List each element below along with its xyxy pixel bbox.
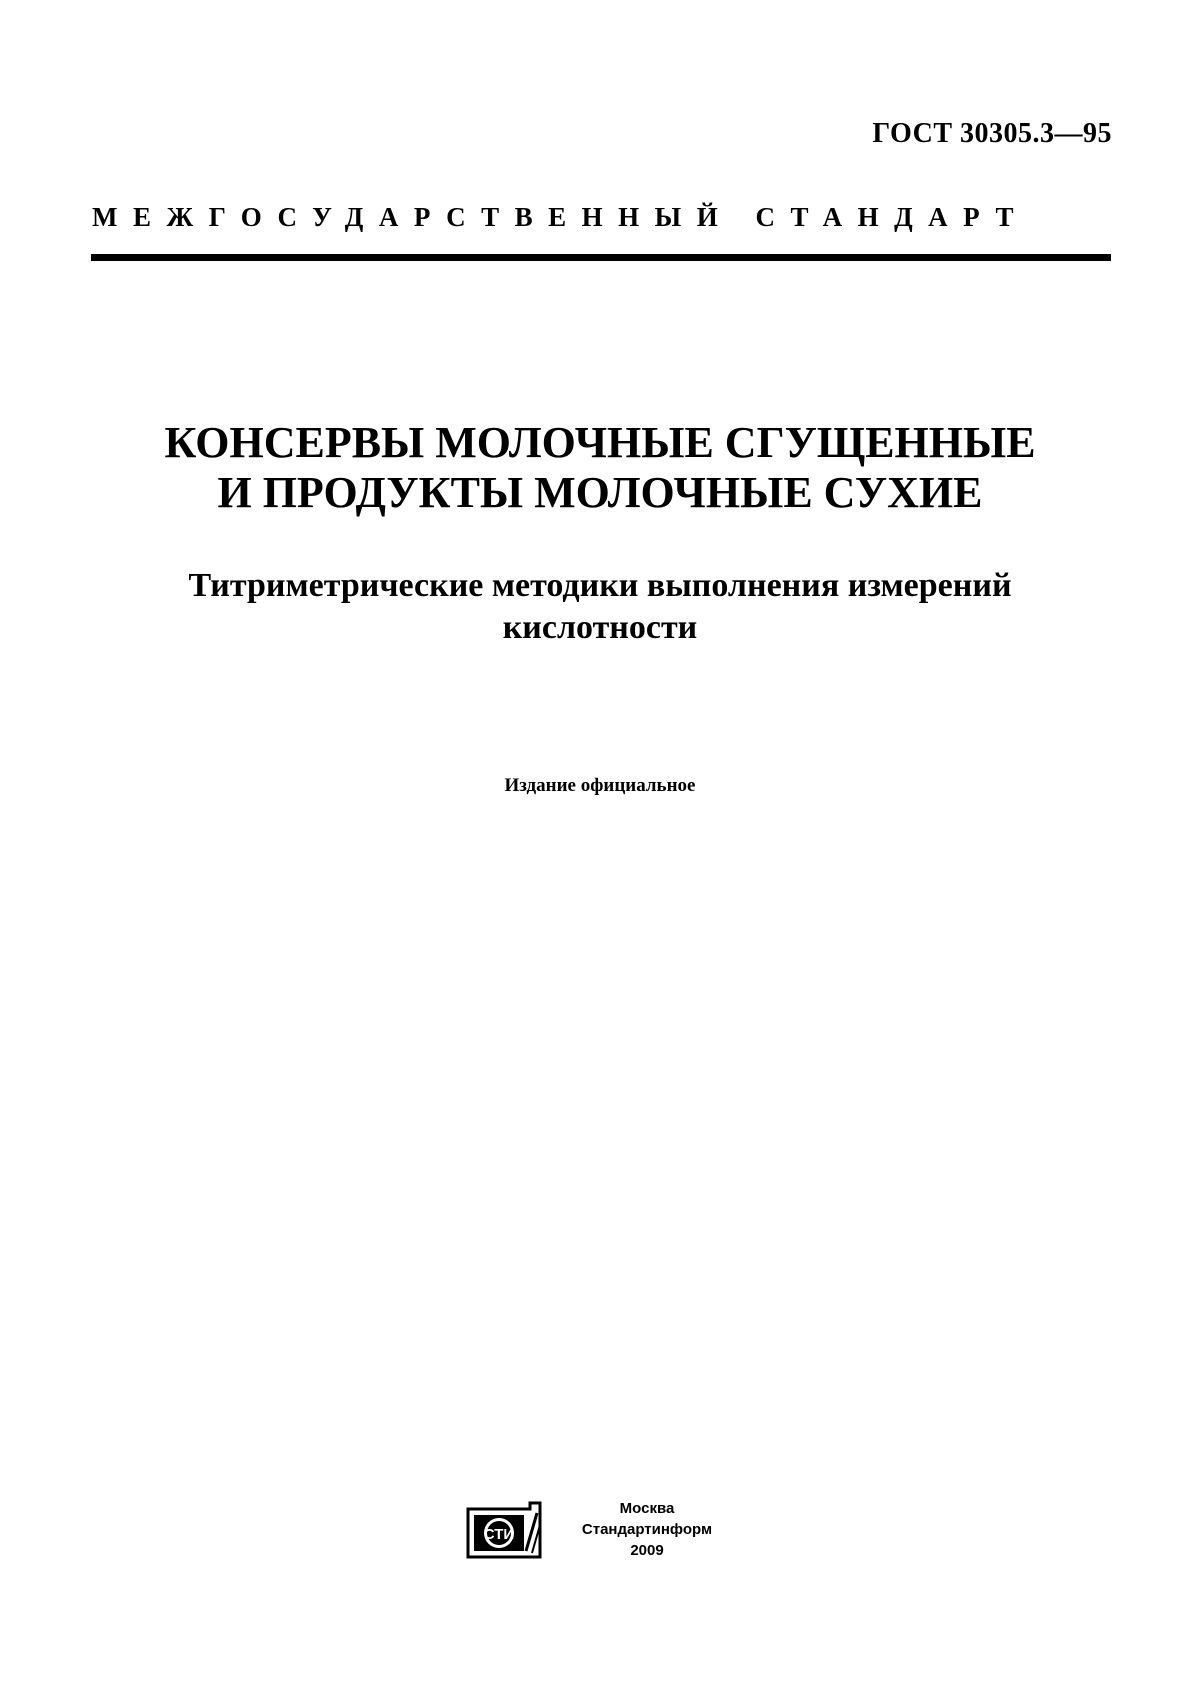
document-title: [0, 418, 1200, 518]
document-number: ГОСТ 30305.3—95: [872, 118, 1112, 149]
publisher-city: Москва: [619, 1500, 675, 1517]
header-divider: [91, 254, 1111, 261]
document-subtitle-line-2: кислотности: [502, 609, 698, 646]
document-subtitle: [0, 565, 1200, 649]
standartinform-logo-icon: [466, 1501, 542, 1559]
logo-lettering: СТИ: [483, 1526, 515, 1543]
document-title-line-2: И ПРОДУКТЫ МОЛОЧНЫЕ СУХИЕ: [217, 468, 983, 517]
document-subtitle-line-1: Титриметрические методики выполнения измерений: [188, 567, 1012, 604]
publisher-name: Стандартинформ: [581, 1521, 713, 1538]
standard-type-heading: МЕЖГОСУДАРСТВЕННЫЙ СТАНДАРТ: [92, 202, 1030, 232]
publication-year: 2009: [630, 1542, 664, 1559]
document-title-line-1: КОНСЕРВЫ МОЛОЧНЫЕ СГУЩЕННЫЕ: [164, 418, 1036, 467]
edition-note: Издание официальное: [504, 775, 696, 796]
publisher-info: [562, 1498, 732, 1561]
